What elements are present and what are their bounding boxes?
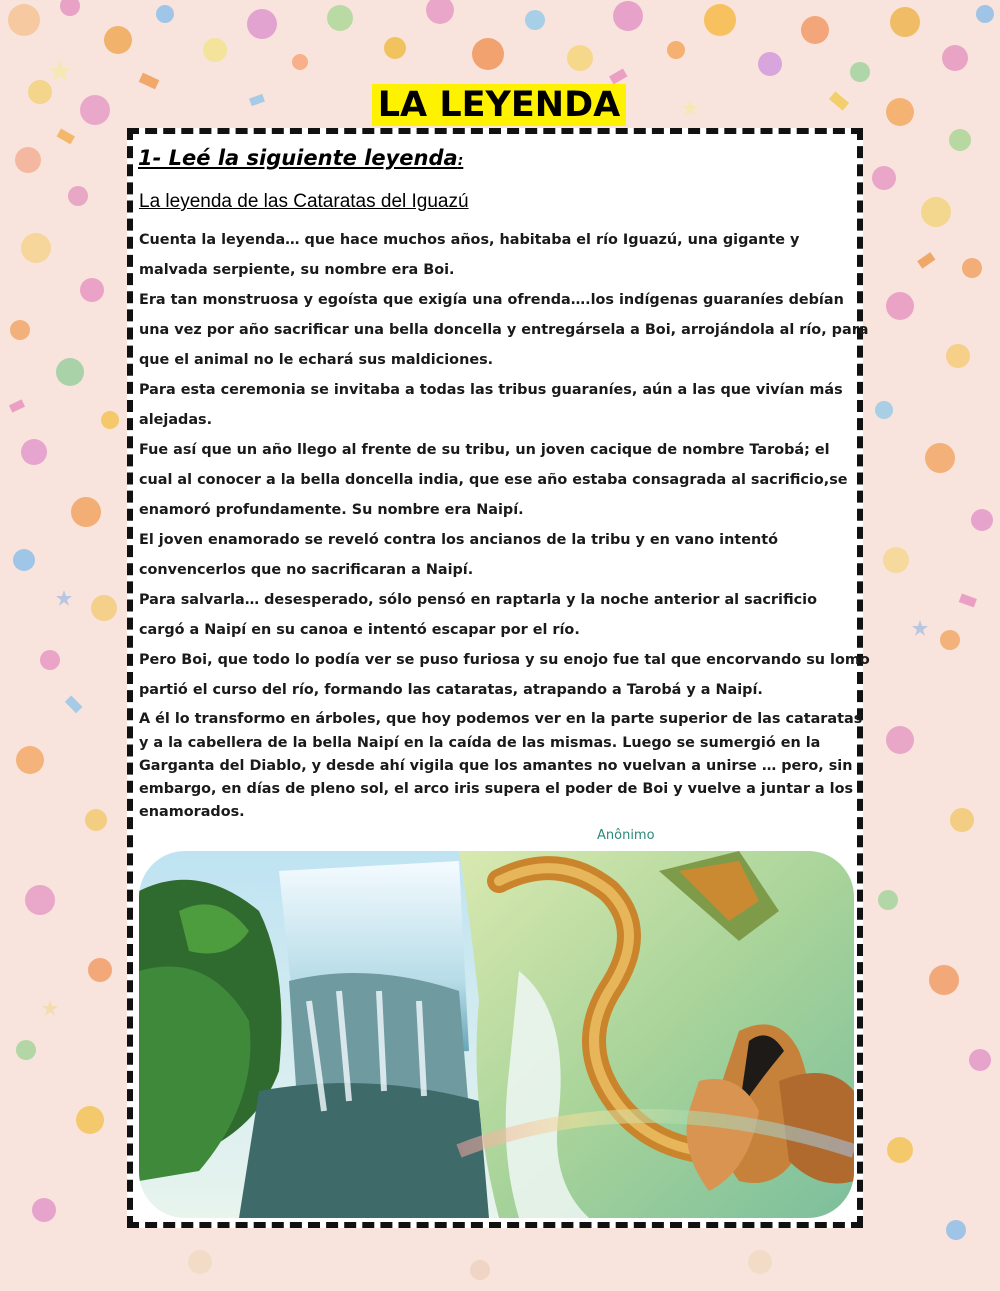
story-line: Fue así que un año llego al frente de su tribu, un joven cacique de nombre Tarobá; el <box>139 442 830 458</box>
story-line: alejadas. <box>139 412 213 428</box>
story-line: malvada serpiente, su nombre era Boi. <box>139 262 455 278</box>
instruction-colon: : <box>457 153 464 169</box>
story-line: enamorados. <box>139 804 245 820</box>
story-line: partió el curso del río, formando las cataratas, atrapando a Tarobá y a Naipí. <box>139 682 763 698</box>
story-line: Era tan monstruosa y egoísta que exigía una ofrenda….los indígenas guaraníes debían <box>139 292 844 308</box>
story-line: convencerlos que no sacrificaran a Naipí. <box>139 562 474 578</box>
illustration-graphic <box>139 851 854 1218</box>
story-line: El joven enamorado se reveló contra los ancianos de la tribu y en vano intentó <box>139 532 778 548</box>
story-line: Pero Boi, que todo lo podía ver se puso furiosa y su enojo fue tal que encorvando su lomo <box>139 652 870 668</box>
story-line: embargo, en días de pleno sol, el arco iris supera el poder de Boi y vuelve a juntar a los <box>139 781 854 797</box>
story-line: enamoró profundamente. Su nombre era Naipí. <box>139 502 524 518</box>
page-title-banner: LA LEYENDA <box>372 84 626 126</box>
story-line: Para salvarla… desesperado, sólo pensó en raptarla y la noche anterior al sacrificio <box>139 592 817 608</box>
story-line: Garganta del Diablo, y desde ahí vigila que los amantes no vuelvan a unirse … pero, sin <box>139 758 853 774</box>
story-line: una vez por año sacrificar una bella doncella y entregársela a Boi, arrojándola al río, para <box>139 322 869 338</box>
story-author: Anônimo <box>597 828 655 843</box>
story-line: A él lo transformo en árboles, que hoy podemos ver en la parte superior de las cataratas <box>139 711 863 727</box>
story-title: La leyenda de las Cataratas del Iguazú <box>139 191 469 212</box>
story-line: Para esta ceremonia se invitaba a todas las tribus guaraníes, aún a las que vivían más <box>139 382 843 398</box>
story-line: que el animal no le echará sus maldiciones. <box>139 352 494 368</box>
story-line: y a la cabellera de la bella Naipí en la caída de las mismas. Luego se sumergió en la <box>139 735 821 751</box>
waterfall-illustration <box>139 851 854 1218</box>
story-line: cargó a Naipí en su canoa e intentó escapar por el río. <box>139 622 580 638</box>
instruction-heading <box>138 146 463 170</box>
instruction-text: 1- Leé la siguiente leyenda <box>138 146 458 170</box>
story-line: Cuenta la leyenda… que hace muchos años, habitaba el río Iguazú, una gigante y <box>139 232 800 248</box>
story-line: cual al conocer a la bella doncella india, que ese año estaba consagrada al sacrificio,se <box>139 472 848 488</box>
